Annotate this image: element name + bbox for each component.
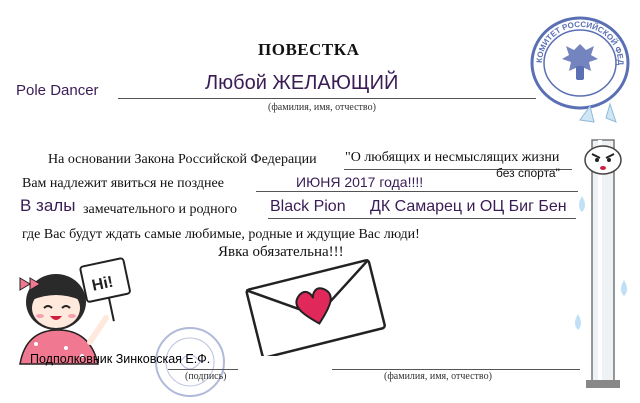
mandatory-notice: Явка обязательна!!! [218,244,344,260]
official-stamp-icon [528,14,632,112]
body-line-4: где Вас будут ждать самые любимые, родные и ждущие Вас люди! [22,227,420,242]
envelope-heart-icon [240,256,390,356]
document-title: ПОВЕСТКА [258,40,360,59]
recipient-underline [118,98,536,99]
recipient-caption: (фамилия, имя, отчество) [268,102,376,113]
body-line-3-prefix: В залы [20,196,76,215]
recipient-prefix: Pole Dancer [16,82,99,99]
law-name-part-1: "О любящих и несмыслящих жизни [345,150,560,165]
signature-caption: (подпись) [185,371,227,382]
signer-name: Подполковник Зинковская Е.Ф. [30,352,211,366]
deadline-underline [256,191,578,192]
venue-club: Black Pion [270,198,346,215]
girl-sign-text: Hi! [90,273,115,295]
body-line-2: Вам надлежит явиться не позднее [22,176,224,191]
body-line-1: На основании Закона Российской Федерации [48,152,317,167]
signature-underline [168,369,238,370]
pole-character-icon [572,100,636,392]
signer-fullname-caption: (фамилия, имя, отчество) [384,371,492,382]
venue-places: ДК Самарец и ОЦ Биг Бен [370,198,567,215]
stamp-text: КОМИТЕТ РОССИЙСКОЙ ФЕД [534,19,626,66]
recipient-name: Любой ЖЕЛАЮЩИЙ [205,72,399,94]
body-line-3: замечательного и родного [83,202,238,217]
signer-fullname-underline [332,369,580,370]
law-name-part-2: без спорта" [496,166,560,180]
venue-underline [268,218,576,219]
deadline-value: ИЮНЯ 2017 года!!!! [296,174,424,190]
